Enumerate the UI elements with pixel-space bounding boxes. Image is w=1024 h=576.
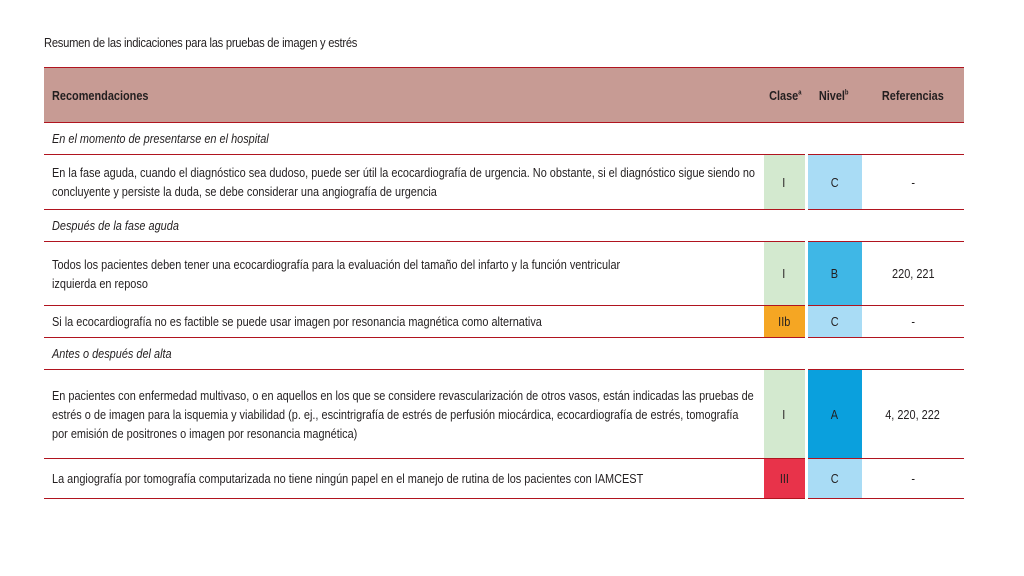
references-cell: - bbox=[911, 314, 915, 329]
header-clase: Clase$^a$ bbox=[768, 87, 802, 103]
table-row bbox=[44, 242, 964, 306]
level-cell: C bbox=[806, 306, 862, 338]
class-cell: IIb bbox=[764, 306, 806, 338]
recommendation-text: La angiografía por tomografía computarizada no tiene ningún papel en el manejo de rutina de los pacientes con IAMCEST bbox=[52, 471, 644, 486]
class-cell: III bbox=[764, 459, 806, 499]
references-cell: - bbox=[911, 174, 915, 190]
level-cell: A bbox=[806, 370, 862, 459]
table-row bbox=[44, 155, 964, 210]
table-row bbox=[44, 370, 964, 459]
section-title: En el momento de presentarse en el hospital bbox=[52, 131, 269, 146]
header-referencias: Referencias bbox=[882, 87, 944, 103]
section-row bbox=[44, 123, 964, 155]
table-row bbox=[44, 306, 964, 338]
section-row bbox=[44, 210, 964, 242]
section-row bbox=[44, 338, 964, 370]
recommendation-text: En pacientes con enfermedad multivaso, o en aquellos en los que se considere revascularización de otros vasos, están indicadas las pruebas de estrés o de imagen para la isquemia y viabilidad (p. ej., escintrigrafía de estrés de perfusión miocárdica, ecocardiografía de estrés, tomografía por emisión de positrones o imagen por resonancia magnética) bbox=[52, 387, 754, 441]
class-cell: I bbox=[764, 242, 806, 306]
level-cell: C bbox=[806, 459, 862, 499]
header-nivel: Nivel$^b$ bbox=[819, 87, 849, 103]
references-cell: 220, 221 bbox=[891, 266, 935, 281]
recommendation-text: Si la ecocardiografía no es factible se puede usar imagen por resonancia magnética como alternativa bbox=[52, 314, 542, 329]
table-row bbox=[44, 459, 964, 499]
level-cell: B bbox=[806, 242, 862, 306]
recommendation-text: En la fase aguda, cuando el diagnóstico sea dudoso, puede ser útil la ecocardiografía de urgencia. No obstante, si el diagnóstico sigue siendo no concluyente y persiste la duda, se debe considerar una angiografía de urgencia bbox=[52, 165, 756, 199]
class-cell: I bbox=[764, 155, 806, 210]
recommendations-table bbox=[44, 67, 964, 499]
level-cell: C bbox=[806, 155, 862, 210]
header-recomendaciones: Recomendaciones bbox=[52, 87, 149, 103]
recommendation-text: Todos los pacientes deben tener una ecocardiografía para la evaluación del tamaño del infarto y la función ventricular izquierda en reposo bbox=[52, 256, 621, 291]
references-cell: 4, 220, 222 bbox=[885, 406, 941, 422]
references-cell: - bbox=[911, 471, 915, 486]
section-title: Antes o después del alta bbox=[52, 346, 172, 361]
table-caption: Resumen de las indicaciones para las pruebas de imagen y estrés bbox=[44, 35, 358, 50]
table-header-row bbox=[44, 68, 964, 123]
class-cell: I bbox=[764, 370, 806, 459]
section-title: Después de la fase aguda bbox=[52, 218, 179, 233]
